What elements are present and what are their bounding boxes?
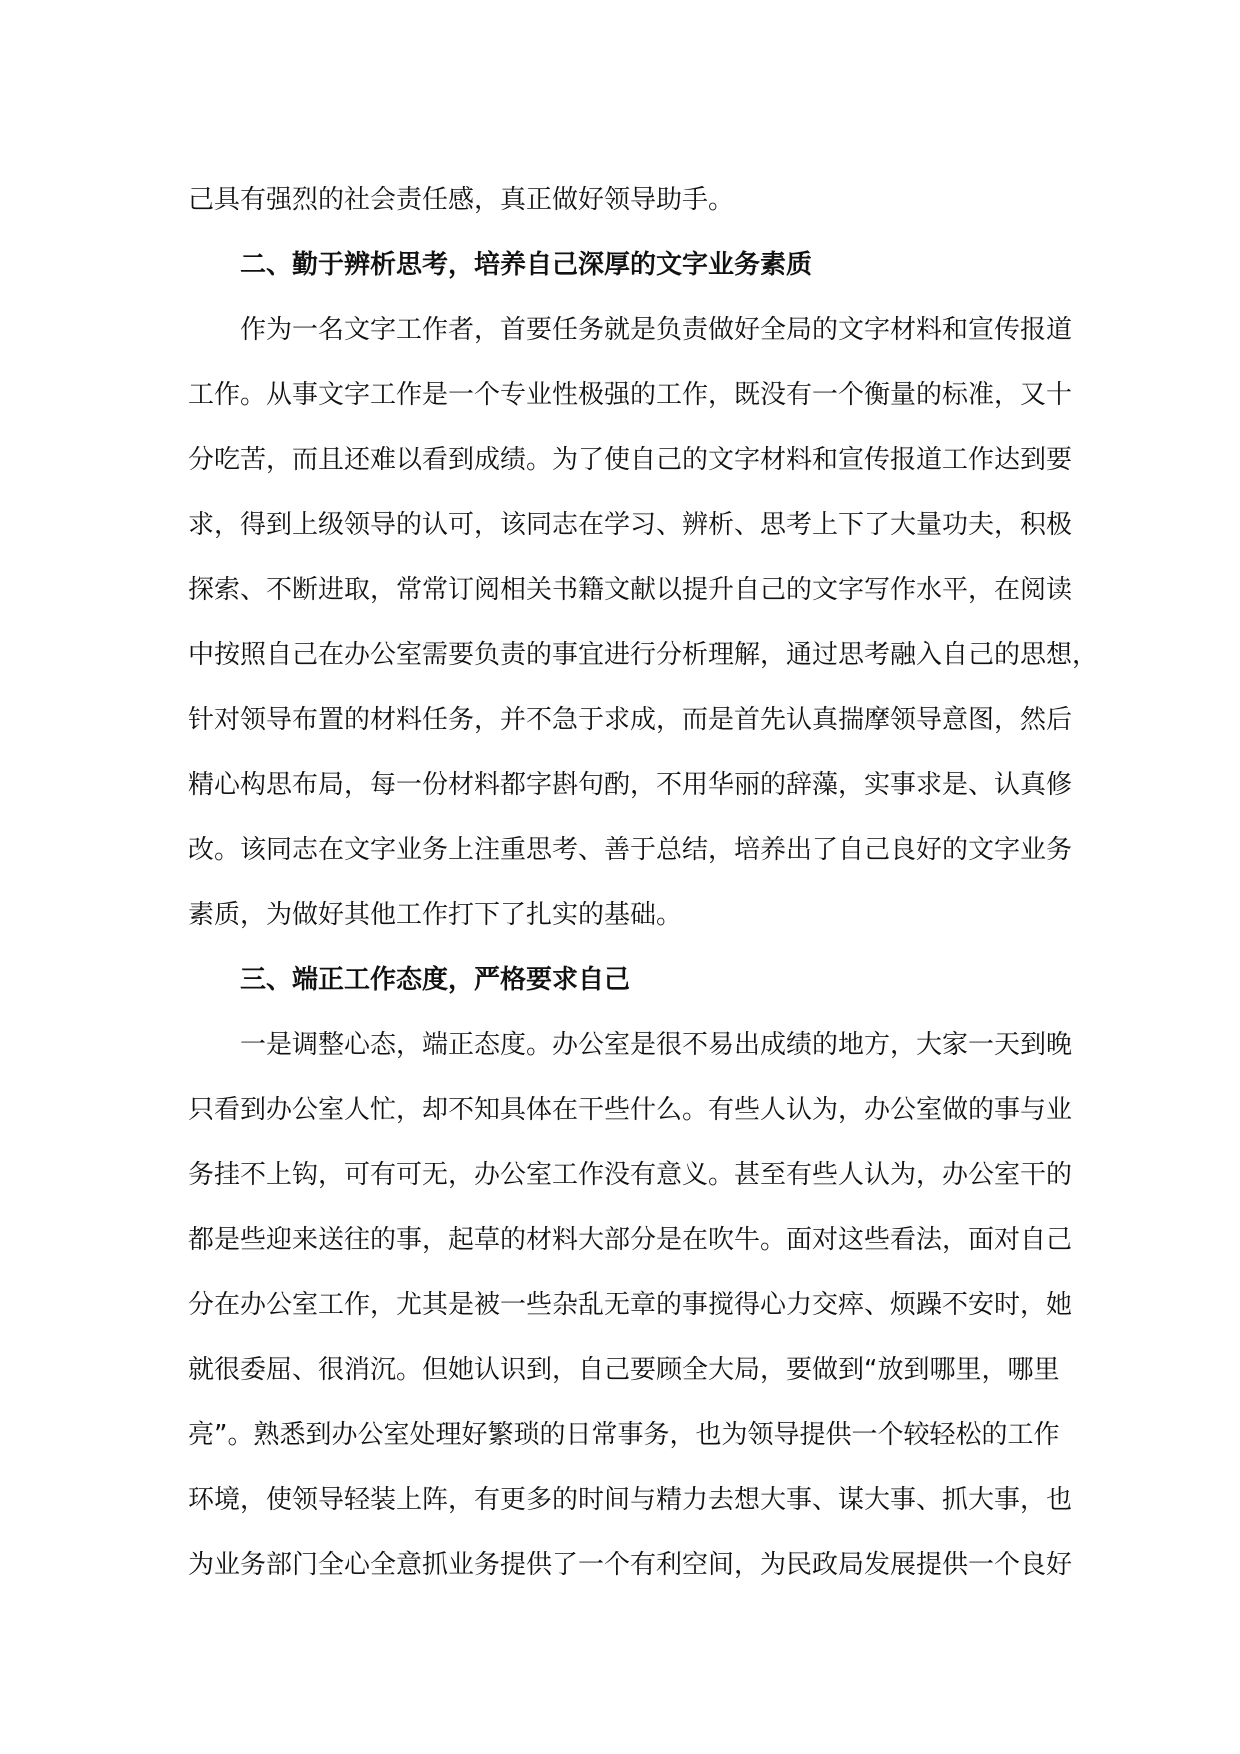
- paragraph-line: 为业务部门全心全意抓业务提供了一个有利空间，为民政局发展提供一个良好: [188, 1550, 1073, 1580]
- text-line: 己具有强烈的社会责任感，真正做好领导助手。: [188, 185, 735, 215]
- section-heading-3: 三、端正工作态度，严格要求自己: [240, 965, 631, 995]
- document-body: [188, 168, 1099, 1598]
- paragraph-line: 工作。从事文字工作是一个专业性极强的工作，既没有一个衡量的标准，又十: [188, 380, 1073, 410]
- paragraph-line: 作为一名文字工作者，首要任务就是负责做好全局的文字材料和宣传报道: [240, 315, 1073, 345]
- paragraph-line: 就很委屈、很消沉。但她认识到，自己要顾全大局，要做到“放到哪里，哪里: [188, 1355, 1060, 1385]
- paragraph-line: 亮”。熟悉到办公室处理好繁琐的日常事务，也为领导提供一个较轻松的工作: [188, 1420, 1060, 1450]
- paragraph-line: 针对领导布置的材料任务，并不急于求成，而是首先认真揣摩领导意图，然后: [188, 705, 1073, 735]
- paragraph-line: 中按照自己在办公室需要负责的事宜进行分析理解，通过思考融入自己的思想，: [188, 640, 1099, 670]
- paragraph-line: 求，得到上级领导的认可，该同志在学习、辨析、思考上下了大量功夫，积极: [188, 510, 1073, 540]
- paragraph-line: 改。该同志在文字业务上注重思考、善于总结，培养出了自己良好的文字业务: [188, 835, 1073, 865]
- paragraph-line: 只看到办公室人忙，却不知具体在干些什么。有些人认为，办公室做的事与业: [188, 1095, 1073, 1125]
- paragraph-line: 环境，使领导轻装上阵，有更多的时间与精力去想大事、谋大事、抓大事，也: [188, 1485, 1073, 1515]
- paragraph-line: 一是调整心态，端正态度。办公室是很不易出成绩的地方，大家一天到晚: [240, 1030, 1073, 1060]
- paragraph-line: 分吃苦，而且还难以看到成绩。为了使自己的文字材料和宣传报道工作达到要: [188, 445, 1073, 475]
- paragraph-line: 素质，为做好其他工作打下了扎实的基础。: [188, 900, 683, 930]
- paragraph-writing-work: [188, 298, 1099, 948]
- paragraph-line: 分在办公室工作，尤其是被一些杂乱无章的事搅得心力交瘁、烦躁不安时，她: [188, 1290, 1073, 1320]
- paragraph-line: 精心构思布局，每一份材料都字斟句酌，不用华丽的辞藻，实事求是、认真修: [188, 770, 1073, 800]
- paragraph-line: 务挂不上钩，可有可无，办公室工作没有意义。甚至有些人认为，办公室干的: [188, 1160, 1073, 1190]
- paragraph-attitude: [188, 1013, 1073, 1598]
- paragraph-line: 都是些迎来送往的事，起草的材料大部分是在吹牛。面对这些看法，面对自己: [188, 1225, 1073, 1255]
- section-heading-2: 二、勤于辨析思考，培养自己深厚的文字业务素质: [240, 250, 813, 280]
- paragraph-line: 探索、不断进取，常常订阅相关书籍文献以提升自己的文字写作水平，在阅读: [188, 575, 1073, 605]
